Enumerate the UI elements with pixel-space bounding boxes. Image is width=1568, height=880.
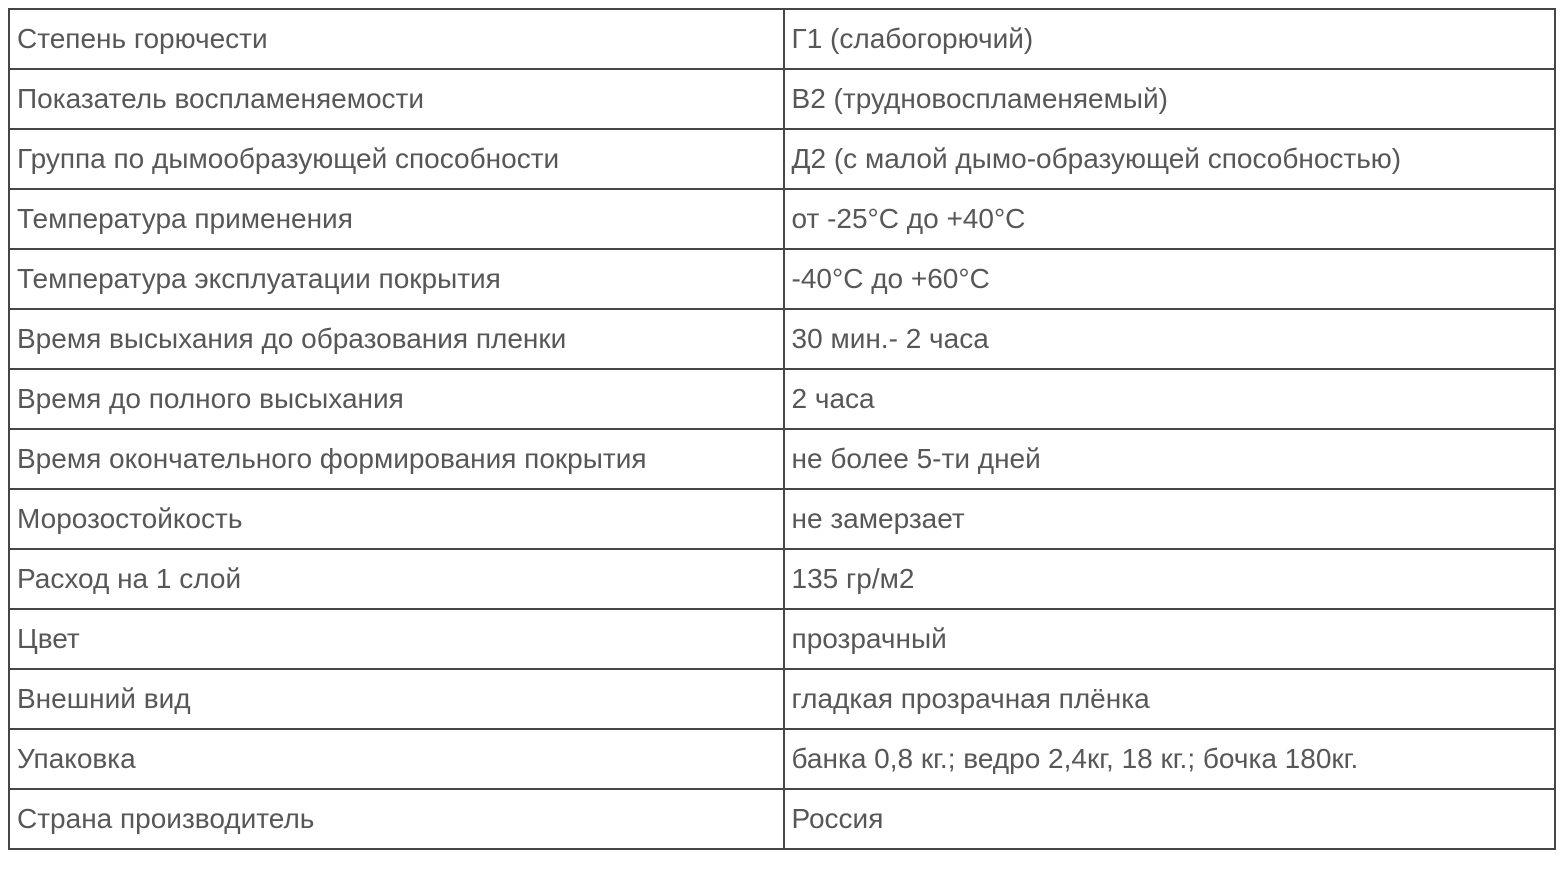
- specs-table-body: [9, 9, 1555, 849]
- spec-label-cell: Морозостойкость: [9, 489, 784, 549]
- table-row: [9, 549, 1555, 609]
- spec-value-cell: от -25°С до +40°С: [784, 189, 1555, 249]
- spec-label-cell: Расход на 1 слой: [9, 549, 784, 609]
- spec-value-cell: гладкая прозрачная плёнка: [784, 669, 1555, 729]
- spec-label-cell: Группа по дымообразующей способности: [9, 129, 784, 189]
- spec-value-cell: Д2 (с малой дымо-образующей способностью): [784, 129, 1555, 189]
- spec-value-cell: прозрачный: [784, 609, 1555, 669]
- spec-value-cell: Россия: [784, 789, 1555, 849]
- table-row: [9, 129, 1555, 189]
- spec-label-cell: Цвет: [9, 609, 784, 669]
- spec-label-cell: Степень горючести: [9, 9, 784, 69]
- spec-value-cell: В2 (трудновоспламеняемый): [784, 69, 1555, 129]
- spec-label-cell: Внешний вид: [9, 669, 784, 729]
- table-row: [9, 189, 1555, 249]
- table-row: [9, 369, 1555, 429]
- table-row: [9, 789, 1555, 849]
- table-row: [9, 309, 1555, 369]
- table-row: [9, 609, 1555, 669]
- specs-table: [8, 8, 1556, 850]
- table-row: [9, 669, 1555, 729]
- spec-label-cell: Показатель воспламеняемости: [9, 69, 784, 129]
- spec-value-cell: 135 гр/м2: [784, 549, 1555, 609]
- spec-label-cell: Температура применения: [9, 189, 784, 249]
- table-row: [9, 429, 1555, 489]
- spec-value-cell: Г1 (слабогорючий): [784, 9, 1555, 69]
- table-row: [9, 729, 1555, 789]
- table-row: [9, 69, 1555, 129]
- table-row: [9, 249, 1555, 309]
- spec-label-cell: Страна производитель: [9, 789, 784, 849]
- spec-value-cell: 2 часа: [784, 369, 1555, 429]
- spec-label-cell: Упаковка: [9, 729, 784, 789]
- spec-label-cell: Время высыхания до образования пленки: [9, 309, 784, 369]
- table-row: [9, 9, 1555, 69]
- spec-value-cell: не замерзает: [784, 489, 1555, 549]
- spec-label-cell: Время окончательного формирования покрытия: [9, 429, 784, 489]
- table-row: [9, 489, 1555, 549]
- spec-value-cell: 30 мин.- 2 часа: [784, 309, 1555, 369]
- spec-label-cell: Температура эксплуатации покрытия: [9, 249, 784, 309]
- spec-value-cell: банка 0,8 кг.; ведро 2,4кг, 18 кг.; бочка 180кг.: [784, 729, 1555, 789]
- spec-label-cell: Время до полного высыхания: [9, 369, 784, 429]
- spec-value-cell: -40°С до +60°С: [784, 249, 1555, 309]
- spec-value-cell: не более 5-ти дней: [784, 429, 1555, 489]
